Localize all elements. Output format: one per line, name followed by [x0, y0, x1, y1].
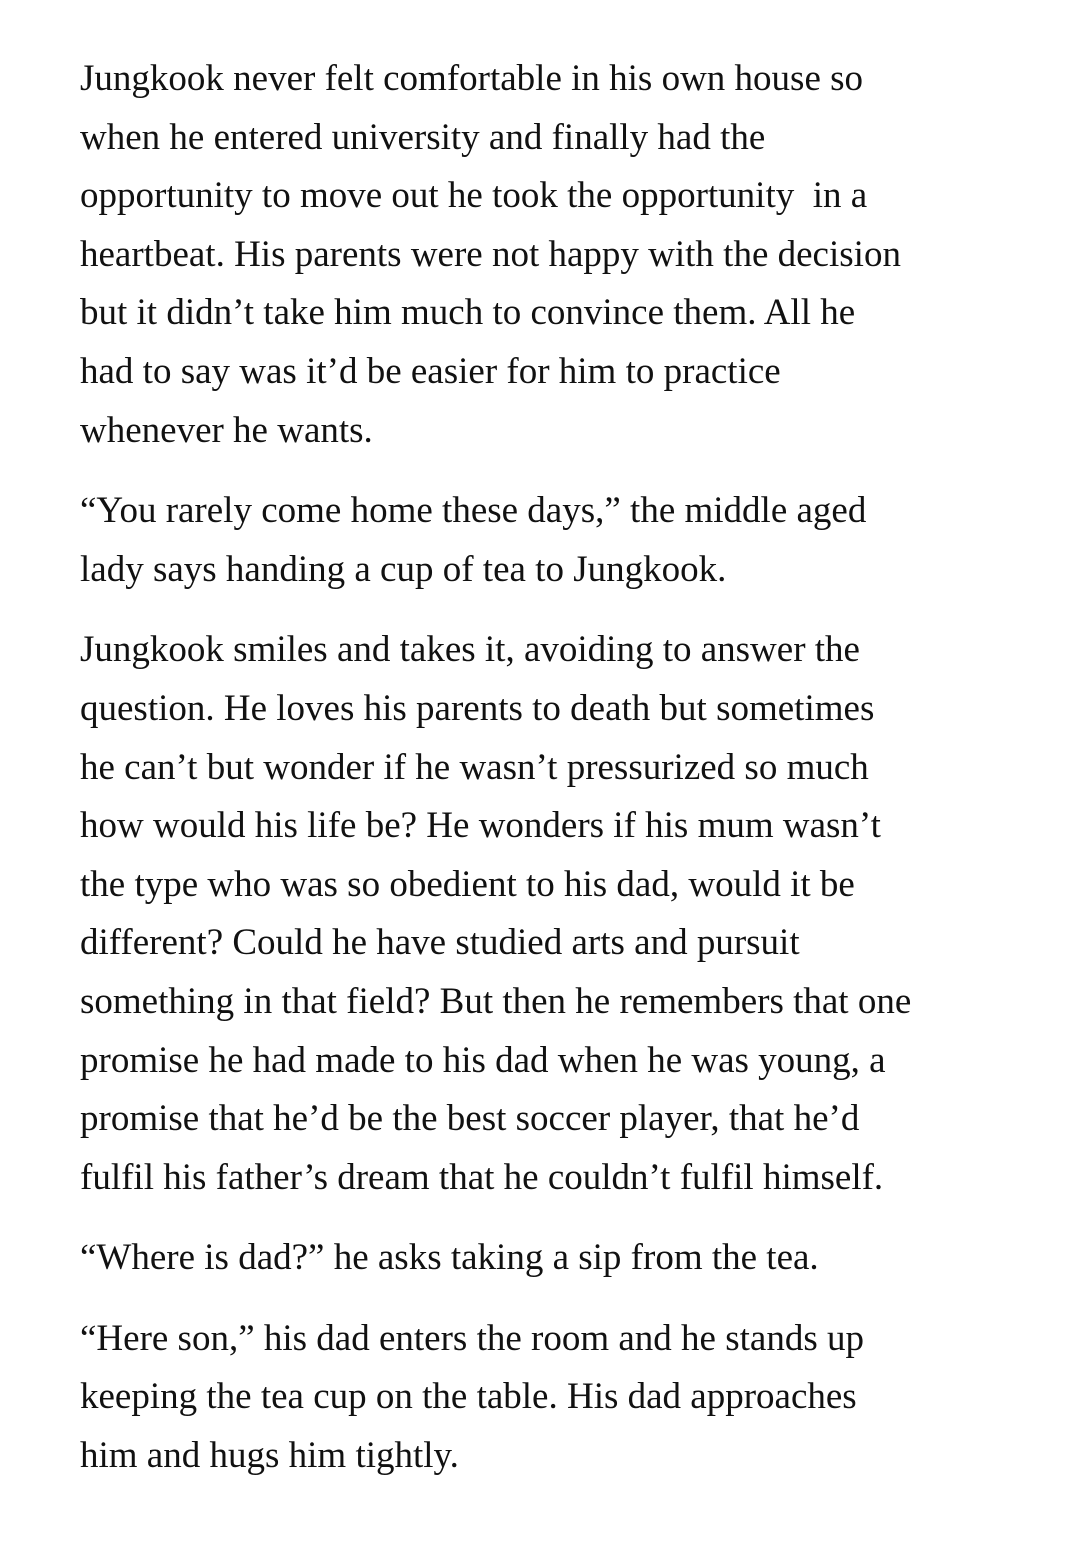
text-line: different? Could he have studied arts and pursuit: [80, 922, 800, 964]
paragraph: [80, 1310, 1020, 1486]
text-line: something in that field? But then he remembers that one: [80, 980, 912, 1022]
text-line: “Here son,” his dad enters the room and he stands up: [80, 1317, 864, 1359]
paragraph: [80, 621, 1020, 1207]
text-line: him and hugs him tightly.: [80, 1435, 459, 1477]
paragraph: [80, 50, 1020, 460]
text-line: Jungkook smiles and takes it, avoiding to answer the: [80, 629, 860, 671]
text-line: fulfil his father’s dream that he couldn’t fulfil himself.: [80, 1156, 884, 1198]
text-line: had to say was it’d be easier for him to practice: [80, 350, 781, 392]
text-line: Jungkook never felt comfortable in his own house so: [80, 58, 864, 99]
text-line: he can’t but wonder if he wasn’t pressurized so much: [80, 746, 869, 788]
text-line: promise he had made to his dad when he was young, a: [80, 1039, 886, 1081]
text-line: lady says handing a cup of tea to Jungkook.: [80, 548, 727, 590]
text-line: question. He loves his parents to death but sometimes: [80, 687, 875, 729]
text-line: keeping the tea cup on the table. His dad approaches: [80, 1376, 857, 1418]
text-line: when he entered university and finally had the: [80, 116, 766, 158]
document-page: [80, 50, 1020, 1508]
text-line: heartbeat. His parents were not happy with the decision: [80, 233, 901, 275]
paragraph: [80, 482, 1020, 599]
text-line: “You rarely come home these days,” the middle aged: [80, 490, 867, 532]
paragraph: [80, 1229, 1020, 1288]
text-line: but it didn’t take him much to convince them. All he: [80, 292, 856, 334]
text-line: “Where is dad?” he asks taking a sip from the tea.: [80, 1237, 819, 1279]
text-line: opportunity to move out he took the opportunity in a: [80, 175, 868, 217]
text-line: how would his life be? He wonders if his mum wasn’t: [80, 805, 881, 847]
text-line: whenever he wants.: [80, 409, 373, 451]
text-line: promise that he’d be the best soccer player, that he’d: [80, 1098, 860, 1140]
text-line: the type who was so obedient to his dad, would it be: [80, 863, 855, 905]
